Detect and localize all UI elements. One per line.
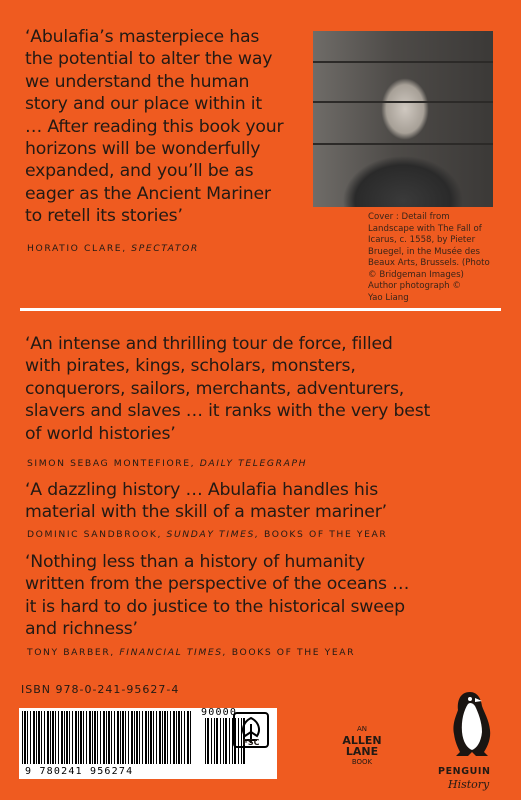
penguin-wordmark: PENGUIN: [438, 766, 491, 777]
barcode-price-code: 90000: [201, 707, 238, 718]
quote-line: eager as the Ancient Mariner: [25, 183, 271, 204]
penguin-icon: [444, 690, 500, 760]
quote-line: it is hard to do justice to the historical sweep: [25, 596, 405, 617]
caption-line: Icarus, c. 1558, by Pieter: [368, 235, 476, 245]
caption-line: © Bridgeman Images): [368, 269, 464, 280]
quote-3: [25, 479, 505, 524]
quote-line: story and our place within it: [25, 94, 262, 115]
cover-caption: [368, 212, 498, 304]
attribution-author: SIMON SEBAG MONTEFIORE,: [27, 458, 196, 469]
divider-rule: [20, 308, 501, 311]
attribution-suffix: BOOKS OF THE YEAR: [264, 529, 388, 540]
attribution-publication: FINANCIAL TIMES,: [119, 647, 228, 658]
quote-line: horizons will be wonderfully: [25, 139, 261, 160]
quote-line: slavers and slaves … it ranks with the very best: [25, 401, 431, 422]
quote-line: ‘Nothing less than a history of humanity: [25, 552, 365, 572]
barcode-number: 9 780241 956274: [25, 766, 134, 777]
penguin-logo: [444, 690, 500, 760]
author-photo: [313, 31, 493, 207]
fsc-logo: [233, 712, 269, 758]
allen-lane-mark: [339, 724, 385, 768]
quote-line: ‘An intense and thrilling tour de force, filled: [25, 334, 393, 354]
caption-line: Yao Liang: [368, 292, 409, 303]
caption-line: Landscape with The Fall of: [368, 223, 482, 234]
caption-line: Bruegel, in the Musée des: [368, 246, 481, 257]
quote-line: we understand the human: [25, 71, 250, 92]
quote-line: of world histories’: [25, 423, 176, 444]
quote-1: [25, 26, 310, 228]
imprint-book: BOOK: [351, 758, 373, 766]
isbn-label: ISBN 978-0-241-95627-4: [21, 683, 180, 696]
attribution-publication: SPECTATOR: [131, 243, 199, 254]
barcode-main: [22, 711, 192, 764]
quote-3-attribution: [27, 529, 387, 540]
quote-line: material with the skill of a master mariner’: [25, 502, 387, 523]
caption-line: Beaux Arts, Brussels. (Photo: [368, 258, 490, 268]
quote-4: [25, 551, 505, 641]
imprint-allen: ALLEN: [342, 734, 382, 747]
quote-line: to retell its stories’: [25, 206, 183, 227]
quote-line: the potential to alter the way: [25, 49, 273, 70]
quote-4-attribution: [27, 647, 355, 658]
quote-line: expanded, and you’ll be as: [25, 161, 254, 182]
attribution-author: HORATIO CLARE,: [27, 243, 127, 254]
attribution-suffix: BOOKS OF THE YEAR: [231, 647, 356, 658]
fsc-label: FSC: [242, 738, 260, 747]
quote-1-attribution: [27, 243, 199, 254]
attribution-publication: SUNDAY TIMES,: [166, 529, 260, 540]
caption-line: Author photograph ©: [368, 281, 461, 291]
quote-line: … After reading this book your: [25, 116, 284, 137]
quote-line: conquerors, sailors, merchants, adventurers,: [25, 378, 405, 399]
caption-line: Cover : Detail from: [368, 212, 450, 222]
fsc-tree-icon: [233, 712, 269, 758]
quote-2: [25, 333, 505, 445]
quote-2-attribution: [27, 458, 307, 469]
quote-line: and richness’: [25, 619, 138, 640]
quote-line: with pirates, kings, scholars, monsters,: [25, 356, 356, 377]
imprint-lane: LANE: [345, 745, 379, 758]
attribution-publication: DAILY TELEGRAPH: [199, 458, 308, 469]
attribution-author: DOMINIC SANDBROOK,: [27, 529, 162, 540]
series-label: History: [448, 778, 490, 791]
imprint-an: AN: [356, 725, 368, 733]
attribution-author: TONY BARBER,: [27, 647, 115, 658]
quote-line: written from the perspective of the oceans …: [25, 574, 410, 595]
quote-line: ‘Abulafia’s masterpiece has: [25, 27, 260, 47]
quote-line: ‘A dazzling history … Abulafia handles his: [25, 480, 379, 500]
